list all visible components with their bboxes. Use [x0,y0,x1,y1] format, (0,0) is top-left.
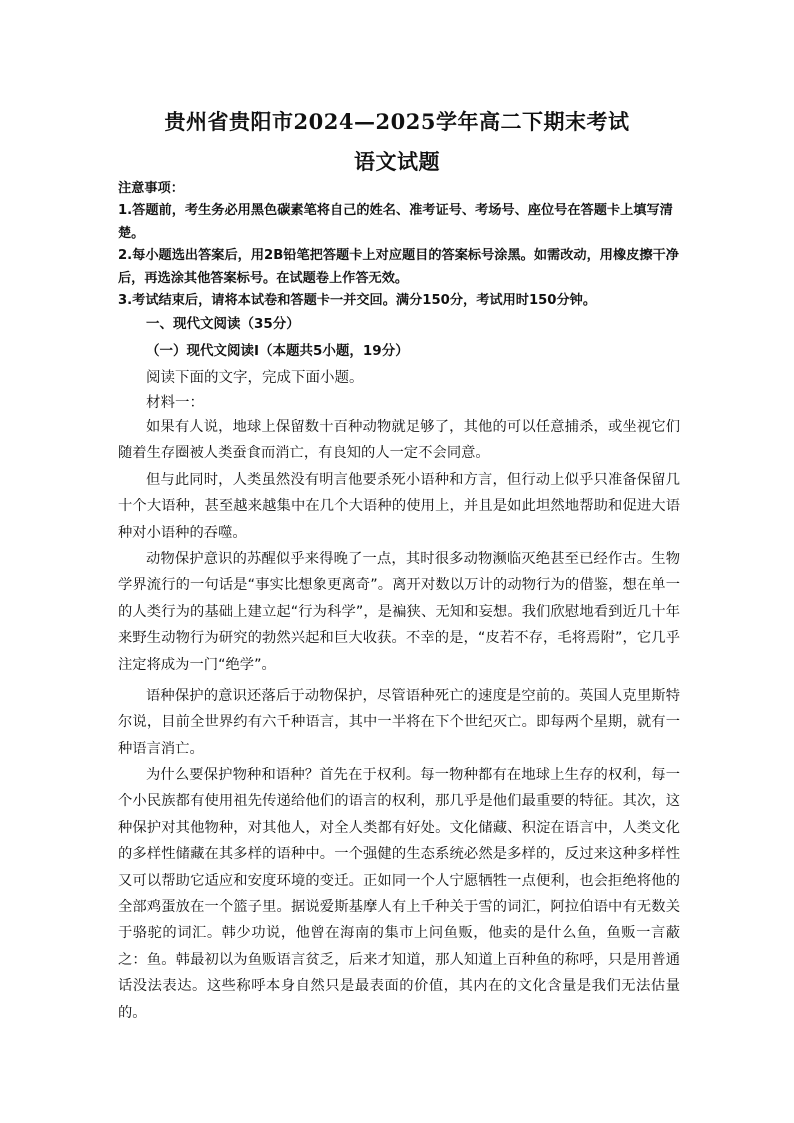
notice-heading: 注意事项： [118,181,184,196]
paragraph-1: 如果有人说，地球上保留数十百种动物就足够了，其他的可以任意捕杀，或坐视它们随着生存圈被人类蚕食而消亡，有良知的人一定不会同意。 [118,419,680,462]
paragraph-5: 为什么要保护物种和语种？首先在于权利。每一物种都有在地球上生存的权利，每一个小民族都有使用祖先传递给他们的语言的权利，那几乎是他们最重要的特征。其次，这种保护对其他物种，对其他人，对全人类都有好处。文化储藏、积淀在语言中，人类文化的多样性储藏在其多样的语种中。一个强健的生态系统必然是多样的，反过来这种多样性又可以帮助它适应和安度环境的变迁。正如同一个人宁愿牺牲一点便利，也会拒绝将他的全部鸡蛋放在一个篮子里。据说爱斯基摩人有上千种关于雪的词汇，阿拉伯语中有无数关于骆驼的词汇。韩少功说，他曾在海南的集市上问鱼贩，他卖的是什么鱼，鱼贩一言蔽之：鱼。韩最初以为鱼贩语言贫乏，后来才知道，那人知道上百种鱼的称呼，只是用普通话没法表达。这些称呼本身自然只是最表面的价值，其内在的文化含量是我们无法估量的。 [118,767,680,1021]
exam-title: 贵州省贵阳市2024—2025学年高二下期末考试 [164,109,630,134]
notice-item-3: 3.考试结束后，请将本试卷和答题卡一并交回。满分150分，考试用时150分钟。 [118,293,597,308]
exam-subtitle: 语文试题 [354,149,440,174]
section-heading: 一、现代文阅读（35分） [146,316,300,332]
subsection-heading: （一）现代文阅读Ⅰ（本题共5小题，19分） [146,343,409,359]
reading-instruction: 阅读下面的文字，完成下面小题。 [146,370,364,386]
paragraph-2: 但与此同时，人类虽然没有明言他要杀死小语种和方言，但行动上似乎只准备保留几十个大语种，甚至越来越集中在几个大语种的使用上，并且是如此坦然地帮助和促进大语种对小语种的吞噬。 [118,472,680,541]
paragraph-4: 语种保护的意识还落后于动物保护，尽管语种死亡的速度是空前的。英国人克里斯特尔说，目前全世界约有六千种语言，其中一半将在下个世纪灭亡。即每两个星期，就有一种语言消亡。 [118,688,680,757]
notice-item-1: 1.答题前，考生务必用黑色碳素笔将自己的姓名、准考证号、考场号、座位号在答题卡上填写清楚。 [118,203,673,241]
material-label: 材料一： [146,395,204,411]
notice-item-2: 2.每小题选出答案后，用2B铅笔把答题卡上对应题目的答案标号涂黑。如需改动，用橡皮擦干净后，再选涂其他答案标号。在试题卷上作答无效。 [118,248,679,286]
paragraph-3: 动物保护意识的苏醒似乎来得晚了一点，其时很多动物濒临灭绝甚至已经作古。生物学界流行的一句话是“事实比想象更离奇”。离开对数以万计的动物行为的借鉴，想在单一的人类行为的基础上建立起“行为科学”，是褊狭、无知和妄想。我们欣慰地看到近几十年来野生动物行为研究的勃然兴起和巨大收获。不幸的是，“皮若不存，毛将焉附”，它几乎注定将成为一门“绝学”。 [118,551,680,673]
